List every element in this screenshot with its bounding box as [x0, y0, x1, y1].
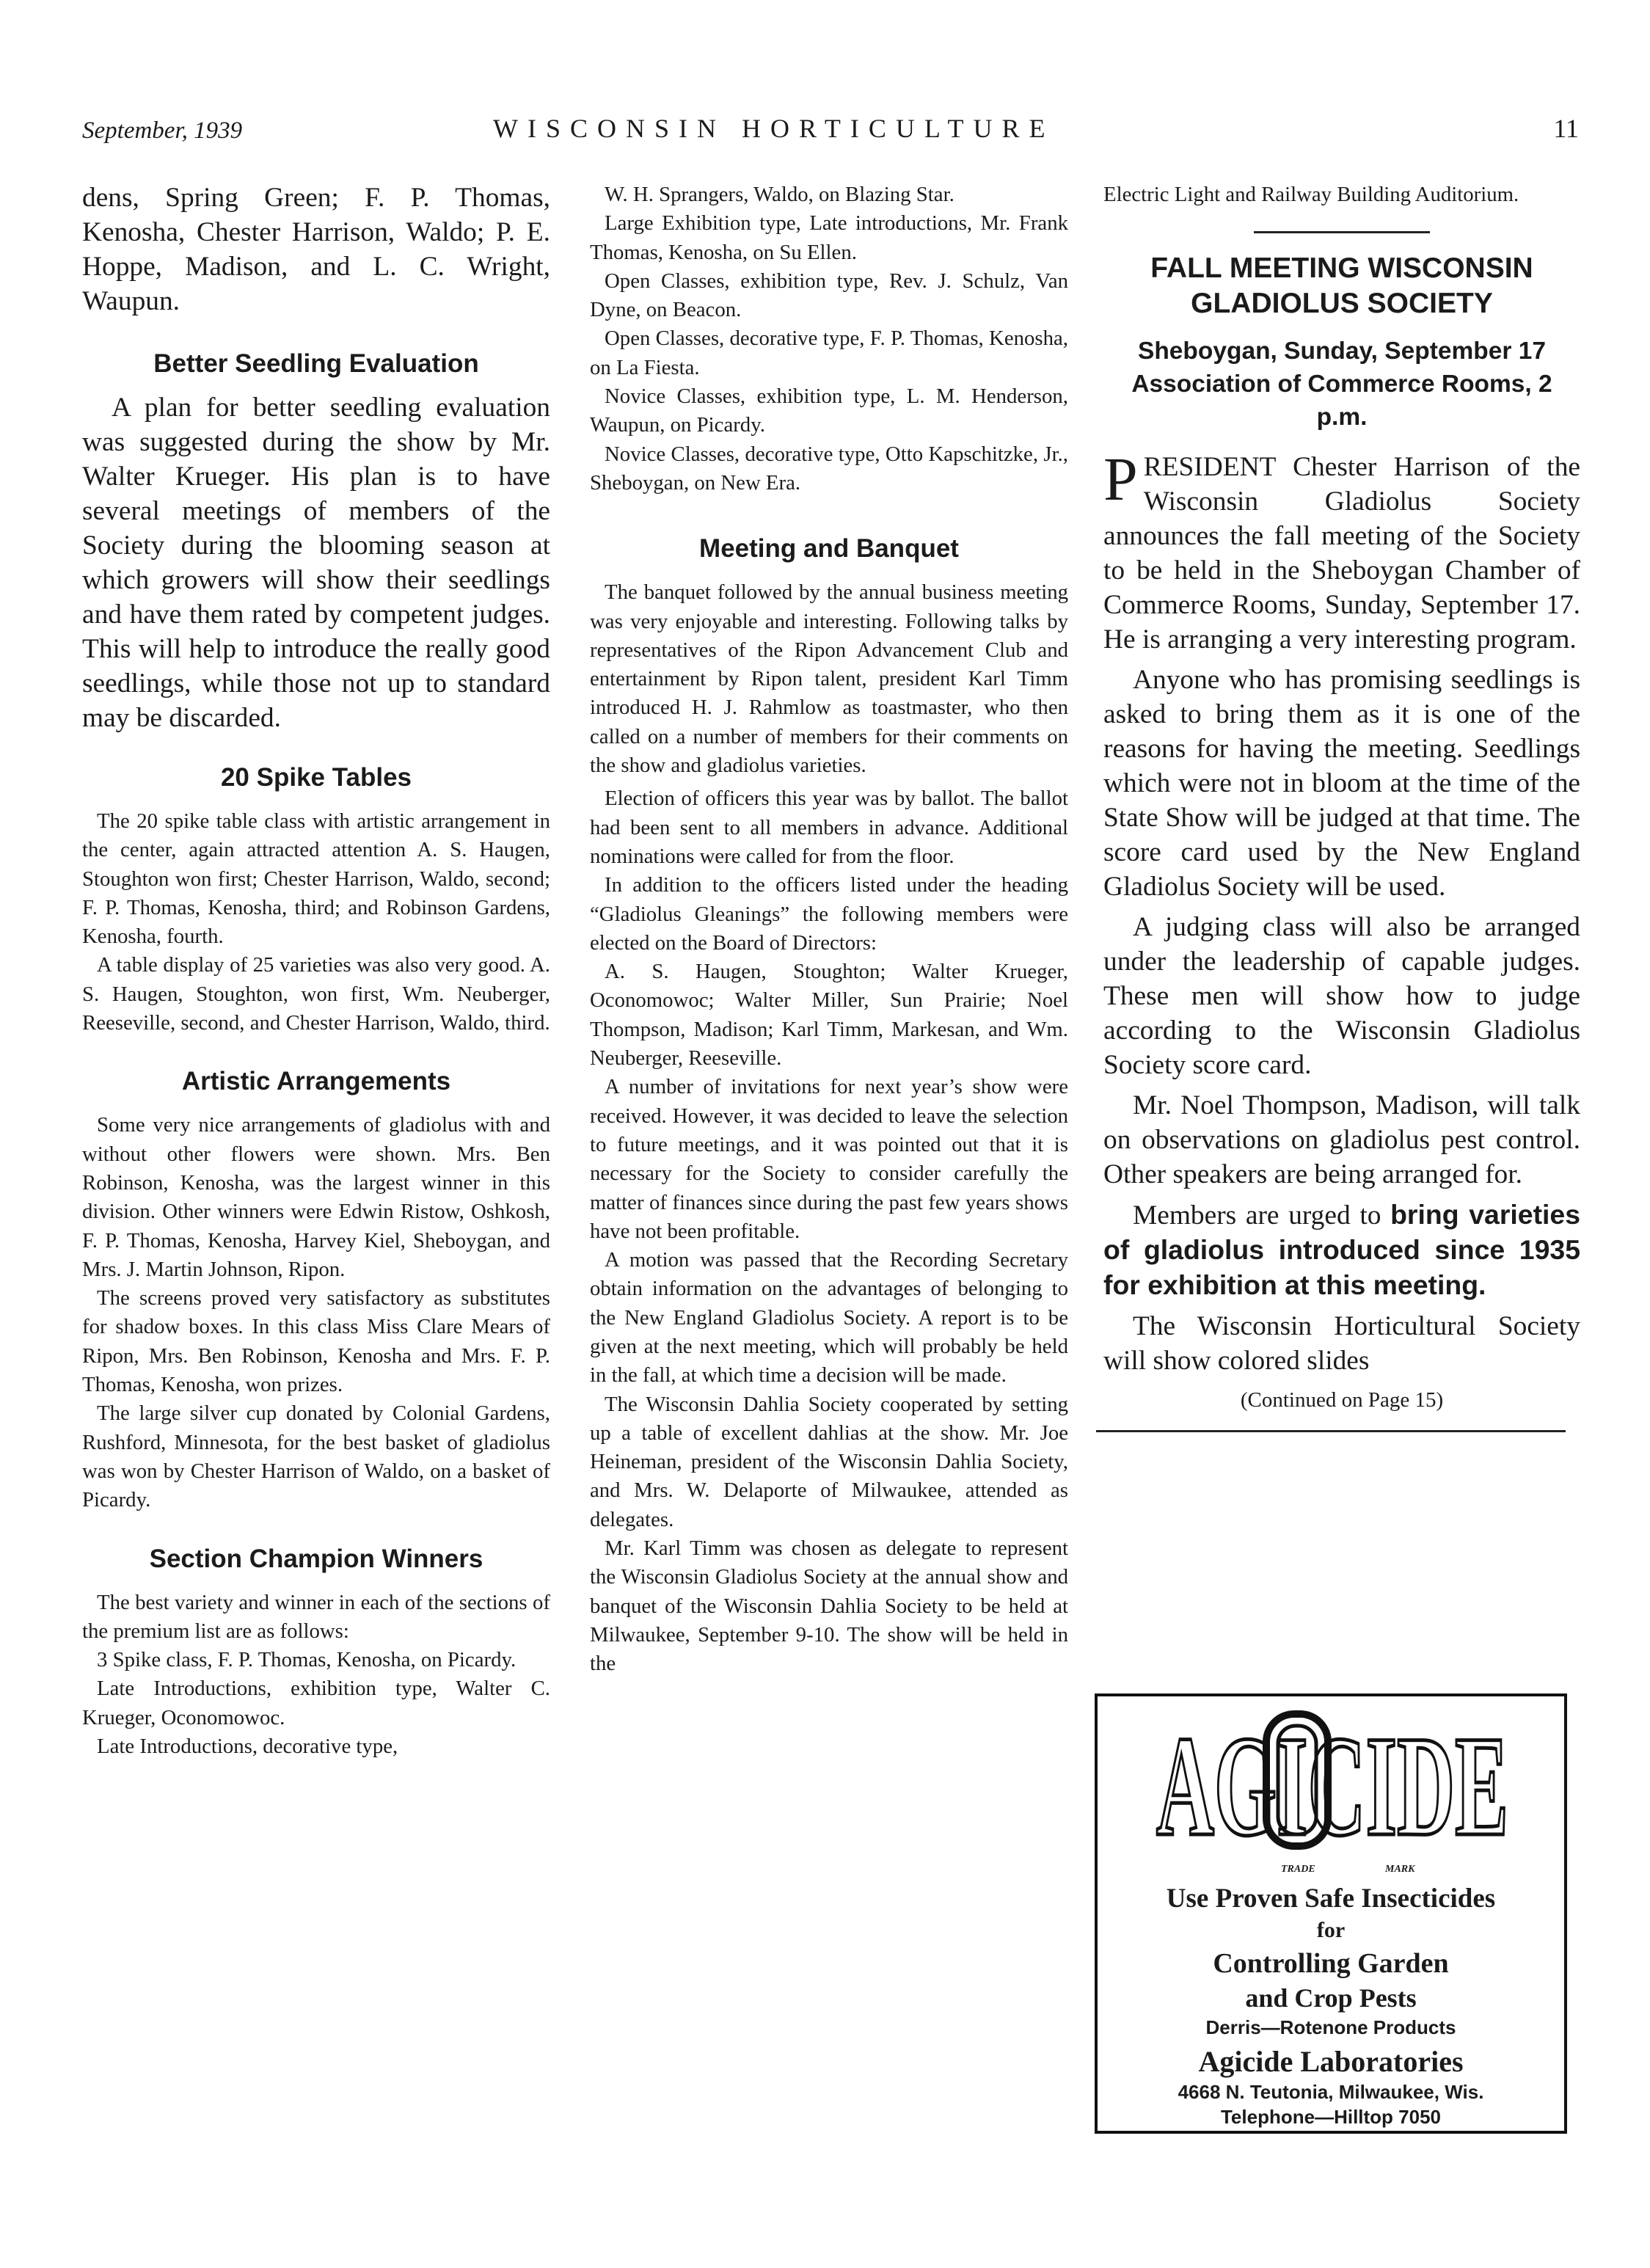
members-urged-bold: bring varieties of gladiolus introduced since 1935 for exhibition at this meeting.	[1103, 1199, 1580, 1301]
heading-seedling-evaluation: Better Seedling Evaluation	[153, 349, 479, 378]
president-paragraph	[1103, 445, 1580, 657]
fall-meeting-headline: FALL MEETING WISCONSIN GLADIOLUS SOCIETY	[1150, 252, 1533, 320]
meeting-paragraph-5: A number of invitations for next year’s show were received. However, it was decided to leave the selection to future meetings, and it was pointed out that it is necessary for the Society to consider carefully the matter of finances since during the past few years shows have not been profitable.	[590, 1075, 1068, 1243]
agicide-logo-art	[1149, 1704, 1516, 1858]
page-header	[82, 109, 1579, 153]
column-right	[1103, 181, 1580, 1432]
winner-paragraph-3: Open Classes, exhibition type, Rev. J. Schulz, Van Dyne, on Beacon.	[590, 269, 1068, 322]
spike-paragraph-2: A table display of 25 varieties was also very good. A. S. Haugen, Stoughton, won first, Wm. Neuberger, Reeseville, second, and Chester Harrison, Waldo, third.	[82, 953, 550, 1035]
winner-paragraph-4: Open Classes, decorative type, F. P. Thomas, Kenosha, on La Fiesta.	[590, 327, 1068, 379]
section-paragraph-3: Late Introductions, exhibition type, Walter C. Krueger, Oconomowoc.	[82, 1677, 550, 1729]
meeting-paragraph-1: The banquet followed by the annual business meeting was very enjoyable and interesting. Following talks by representatives of the Ripon Advancement Club and entertainment by Ripon talent, president Karl Timm introduced H. J. Rahmlow as toastmaster, who then called on a number of members for their comments on the show and gladiolus varieties.	[590, 580, 1068, 778]
meeting-paragraph-6: A motion was passed that the Recording Secretary obtain information on the advantages of belonging to the New England Gladiolus Society. A report is to be given at the next meeting, which will probably be held in the fall, at which time a decision will be made.	[590, 1248, 1068, 1388]
meeting-paragraph-2: Election of officers this year was by ballot. The ballot had been sent to all members in advance. Additional nominations were called for from the floor.	[590, 787, 1068, 868]
ad-line-for: for	[1316, 1918, 1346, 1942]
winner-paragraph-2: Large Exhibition type, Late introductions, Mr. Frank Thomas, Kenosha, on Su Ellen.	[590, 211, 1068, 264]
meeting-paragraph-8: Mr. Karl Timm was chosen as delegate to represent the Wisconsin Gladiolus Society at the annual show and banquet of the Wisconsin Dahlia Society to be held at Milwaukee, September 9-10. The show will be held in the	[590, 1536, 1068, 1676]
page-number: 11	[1553, 114, 1579, 143]
spike-paragraph-1: The 20 spike table class with artistic arrangement in the center, again attracted attention A. S. Haugen, Stoughton won first; Chester Harrison, Waldo, second; F. P. Thomas, Kenosha, third; and Robinson Gardens, Kenosha, fourth.	[82, 809, 550, 949]
winner-paragraph-5: Novice Classes, exhibition type, L. M. Henderson, Waupun, on Picardy.	[590, 384, 1068, 437]
meeting-paragraph-3: In addition to the officers listed under the heading “Gladiolus Gleanings” the following members were elected on the Board of Directors:	[590, 873, 1068, 955]
winner-paragraph-1: W. H. Sprangers, Waldo, on Blazing Star.	[605, 183, 954, 206]
agicide-logo-text: AGICIDE	[1156, 1707, 1508, 1858]
president-text: RESIDENT Chester Harrison of the Wisconsin Gladiolus Society announces the fall meeting of the Society to be held in the Sheboygan Chamber of Commerce Rooms, Sunday, September 17. He is arranging a very interesting program.	[1103, 452, 1580, 655]
heading-meeting-banquet: Meeting and Banquet	[699, 534, 959, 564]
publication-title: WISCONSIN HORTICULTURE	[493, 114, 1055, 143]
artistic-paragraph-2: The screens proved very satisfactory as substitutes for shadow boxes. In this class Miss Clare Mears of Ripon, Mrs. Ben Robinson, Kenosha and Mrs. F. P. Thomas, Kenosha, won prizes.	[82, 1286, 550, 1397]
section-paragraph-1: The best variety and winner in each of the sections of the premium list are as follows:	[82, 1590, 550, 1643]
trade-label: TRADE	[1281, 1864, 1315, 1875]
auditorium-paragraph: Electric Light and Railway Building Auditorium.	[1103, 183, 1519, 206]
section-paragraph-4: Late Introductions, decorative type,	[97, 1735, 398, 1759]
issue-date: September, 1939	[82, 117, 243, 144]
short-divider	[1254, 231, 1430, 233]
agicide-advertisement	[1095, 1693, 1567, 2134]
judging-paragraph: A judging class will also be arranged under the leadership of capable judges. These men will show how to judge according to the Wisconsin Gladiolus Society score card.	[1103, 912, 1580, 1081]
mark-label: MARK	[1385, 1864, 1415, 1875]
members-urged-paragraph	[1103, 1197, 1580, 1303]
winner-paragraph-6: Novice Classes, decorative type, Otto Kapschitzke, Jr., Sheboygan, on New Era.	[590, 442, 1068, 495]
drop-cap-letter: P	[1103, 445, 1138, 514]
speaker-paragraph: Mr. Noel Thompson, Madison, will talk on observations on gladiolus pest control. Other speakers are being arranged for.	[1103, 1090, 1580, 1190]
ad-line-laboratories: Agicide Laboratories	[1198, 2045, 1464, 2078]
heading-artistic-arrangements: Artistic Arrangements	[181, 1067, 451, 1096]
artistic-paragraph-3: The large silver cup donated by Colonial Gardens, Rushford, Minnesota, for the best basket of gladiolus was won by Chester Harrison of Waldo, on a basket of Picardy.	[82, 1401, 550, 1512]
column-middle	[590, 181, 1068, 1679]
slides-paragraph: The Wisconsin Horticultural Society will show colored slides	[1103, 1311, 1580, 1377]
ad-line-crop-pests: and Crop Pests	[1245, 1983, 1417, 2013]
ad-divider	[1096, 1430, 1566, 1432]
ad-line-controlling: Controlling Garden	[1213, 1948, 1449, 1979]
section-paragraph-2: 3 Spike class, F. P. Thomas, Kenosha, on Picardy.	[97, 1648, 516, 1672]
seedling-paragraph: A plan for better seedling evaluation was suggested during the show by Mr. Walter Krueger. His plan is to have several meetings of members of the Society during the blooming season at which growers will show their seedlings and have them rated by competent judges. This will help to introduce the really good seedlings, while those not up to standard may be discarded.	[82, 393, 550, 733]
ad-line-address: 4668 N. Teutonia, Milwaukee, Wis.	[1178, 2081, 1484, 2103]
seedlings-paragraph: Anyone who has promising seedlings is asked to bring them as it is one of the reasons for having the meeting. Seedlings which were not in bloom at the time of the State Show will be judged at that time. The score card used by the New England Gladiolus Society will be used.	[1103, 665, 1580, 903]
intro-paragraph: dens, Spring Green; F. P. Thomas, Kenosha, Chester Harrison, Waldo; P. E. Hoppe, Madison, and L. C. Wright, Waupun.	[82, 183, 550, 316]
meeting-paragraph-7: The Wisconsin Dahlia Society cooperated by setting up a table of excellent dahlias at the show. Mr. Joe Heineman, president of the Wisconsin Dahlia Society, and Mrs. W. Delaporte of Milwaukee, attended as delegates.	[590, 1392, 1068, 1531]
agicide-logo	[1149, 1704, 1516, 1858]
artistic-paragraph-1: Some very nice arrangements of gladiolus with and without other flowers were shown. Mrs. Ben Robinson, Kenosha, was the largest winner in this division. Other winners were Edwin Ristow, Oshkosh, F. P. Thomas, Kenosha, Harvey Kiel, Sheboygan, and Mrs. J. Martin Johnson, Ripon.	[82, 1113, 550, 1281]
meeting-paragraph-4: A. S. Haugen, Stoughton; Walter Krueger, Oconomowoc; Walter Miller, Sun Prairie; Noel Thompson, Madison; Karl Timm, Markesan, and Wm. Neuberger, Reeseville.	[590, 960, 1068, 1071]
members-urged-text: Members are urged to	[1133, 1200, 1391, 1231]
ad-line-telephone: Telephone—Hilltop 7050	[1220, 2106, 1441, 2128]
heading-section-champions: Section Champion Winners	[149, 1544, 483, 1573]
ad-line-insecticides: Use Proven Safe Insecticides	[1166, 1884, 1496, 1914]
column-left	[82, 181, 550, 1761]
heading-spike-tables: 20 Spike Tables	[220, 763, 412, 792]
meeting-details-subhead: Sheboygan, Sunday, September 17 Association of Commerce Rooms, 2 p.m.	[1131, 338, 1552, 431]
continued-note: (Continued on Page 15)	[1240, 1388, 1444, 1412]
ad-line-derris: Derris—Rotenone Products	[1205, 2016, 1456, 2038]
